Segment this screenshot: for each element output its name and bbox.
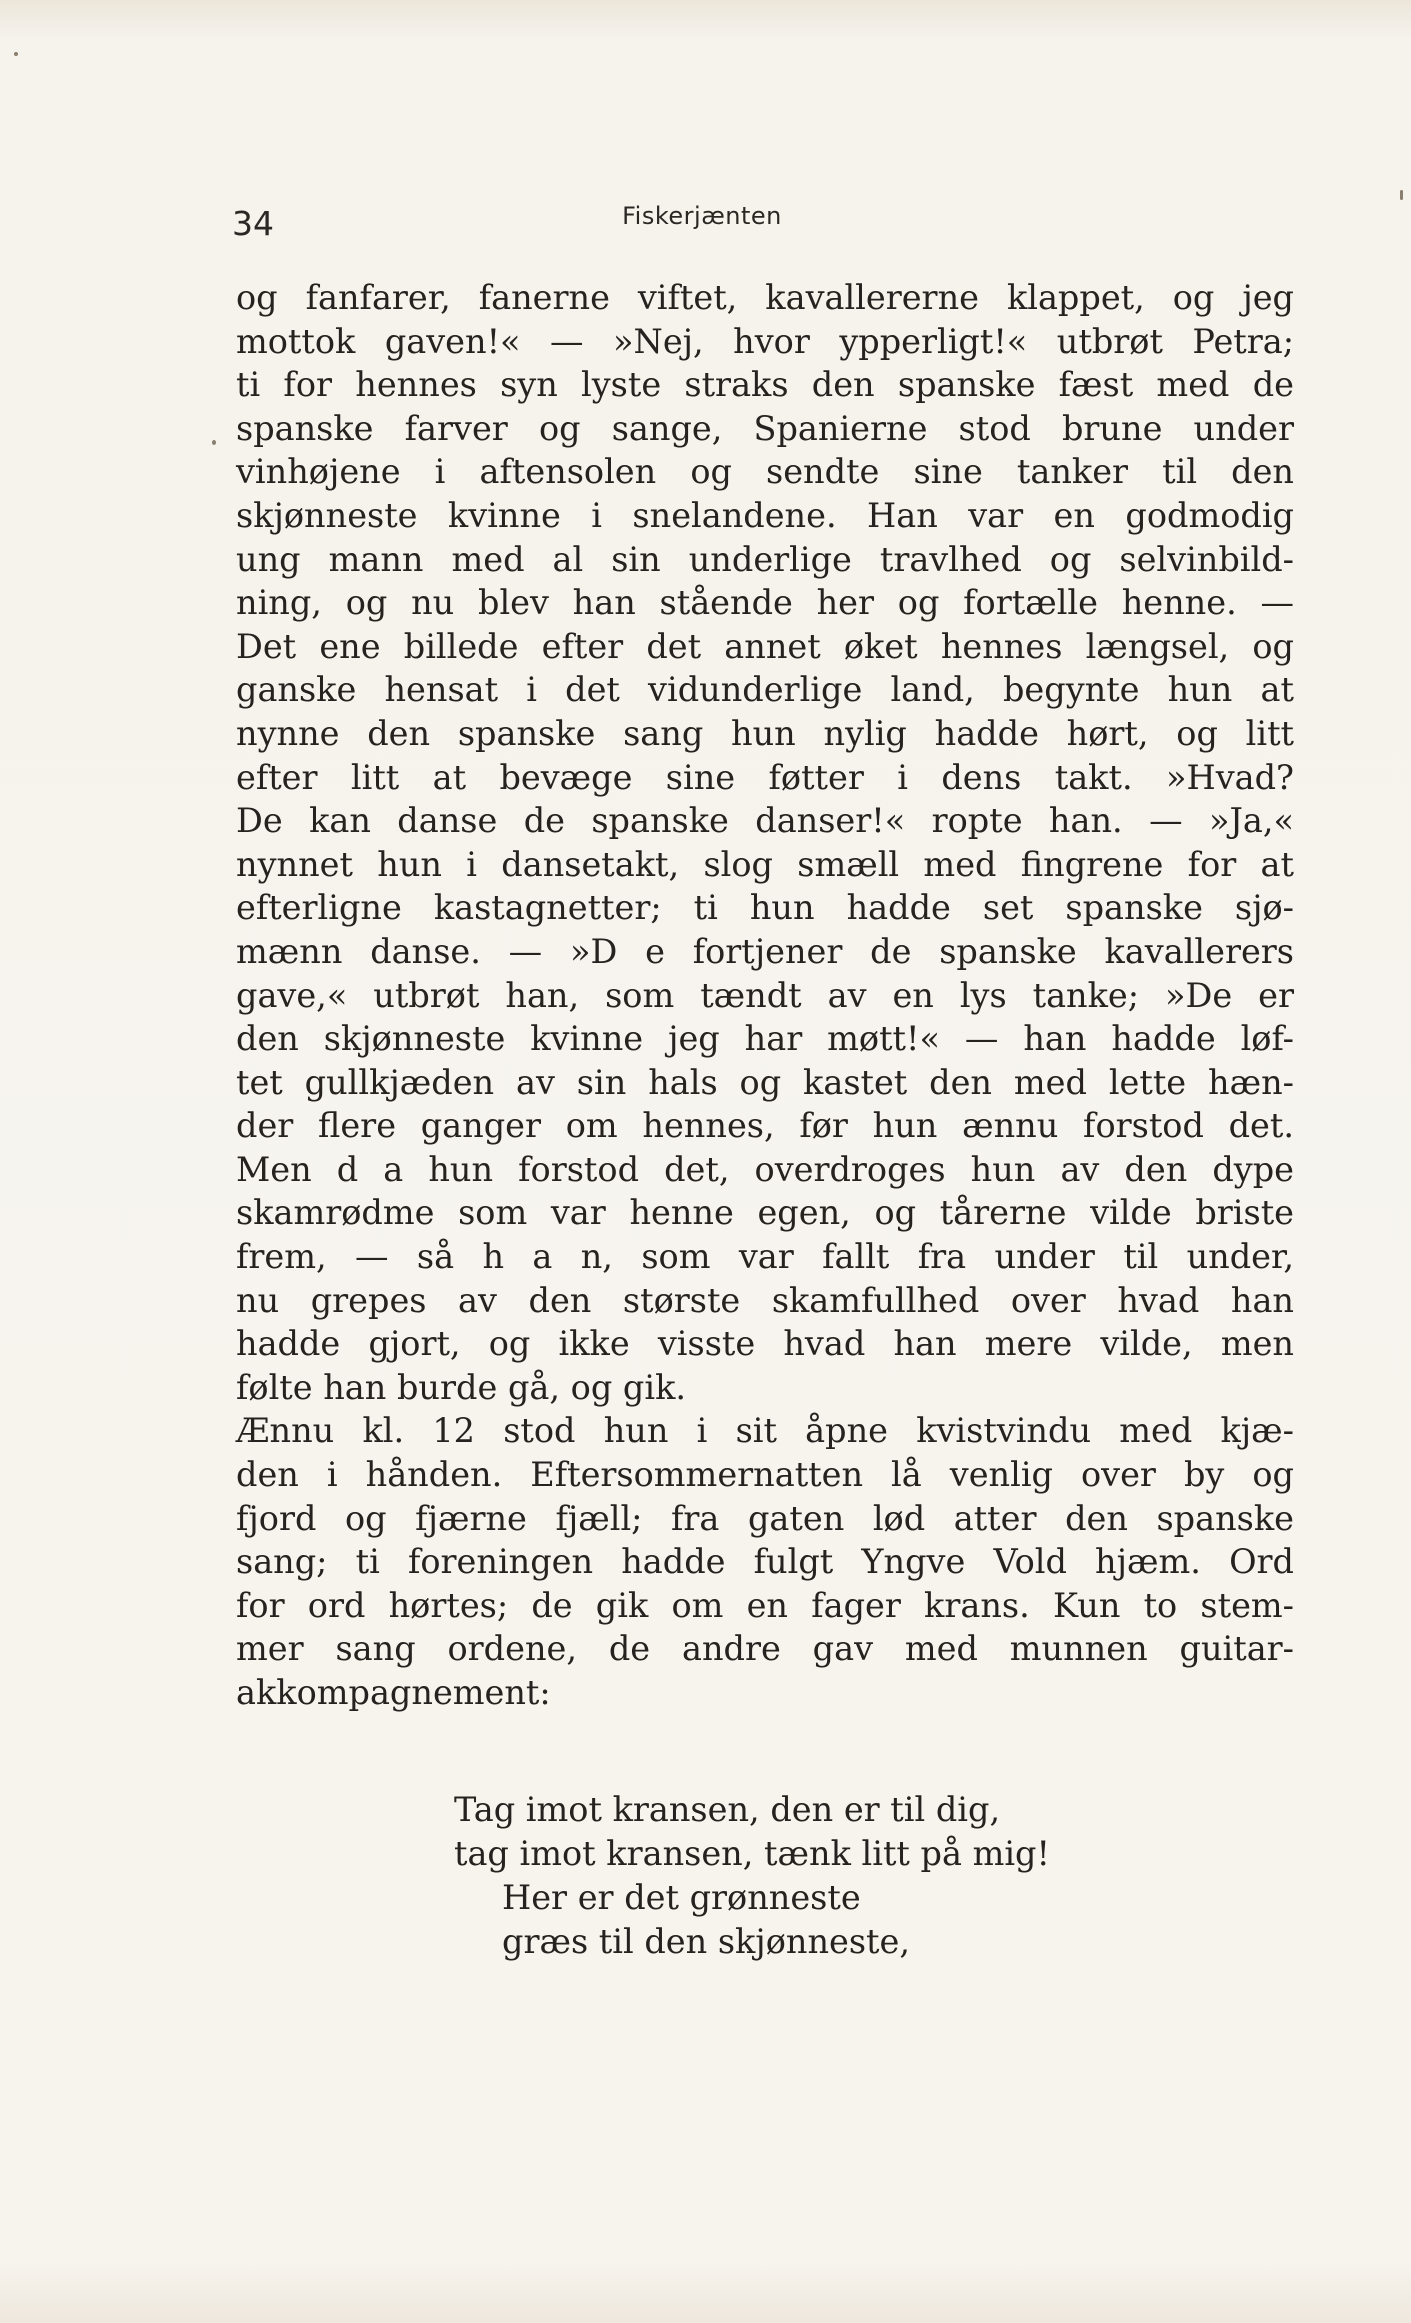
text-line: Ænnu kl. 12 stod hun i sit åpne kvistvindu med kjæ- xyxy=(236,1411,1294,1451)
text-line: Det ene billede efter det annet øket hennes længsel, og xyxy=(236,626,1294,666)
text-line: nynnet hun i dansetakt, slog smæll med fingrene for at xyxy=(236,844,1294,884)
text-line: sang; ti foreningen hadde fulgt Yngve Vold hjæm. Ord xyxy=(236,1542,1294,1582)
text-line: fjord og fjærne fjæll; fra gaten lød atter den spanske xyxy=(236,1498,1294,1538)
poem-line: Tag imot kransen, den er til dig, xyxy=(454,1790,1001,1829)
body-text xyxy=(236,276,1294,1715)
text-line: der flere ganger om hennes, før hun ænnu forstod det. xyxy=(236,1106,1294,1146)
text-line: frem, — så h a n, som var fallt fra under til under, xyxy=(236,1237,1294,1277)
text-line: nynne den spanske sang hun nylig hadde hørt, og litt xyxy=(236,713,1294,753)
paper-speck xyxy=(1400,190,1403,200)
text-line: følte han burde gå, og gik. xyxy=(236,1367,687,1407)
text-line: den skjønneste kvinne jeg har møtt!« — han hadde løf- xyxy=(236,1019,1294,1059)
text-line: mer sang ordene, de andre gav med munnen guitar- xyxy=(236,1629,1294,1669)
text-line: ganske hensat i det vidunderlige land, begynte hun at xyxy=(236,670,1294,710)
text-line: ung mann med al sin underlige travlhed og selvinbild- xyxy=(236,539,1294,579)
text-line: den i hånden. Eftersommernatten lå venlig over by og xyxy=(236,1455,1294,1495)
text-line: ning, og nu blev han stående her og fortælle henne. — xyxy=(236,583,1294,623)
running-title: Fiskerjænten xyxy=(622,202,782,230)
text-line: tet gullkjæden av sin hals og kastet den med lette hæn- xyxy=(236,1062,1294,1102)
text-line: spanske farver og sange, Spanierne stod brune under xyxy=(236,408,1294,448)
text-line: hadde gjort, og ikke visste hvad han mere vilde, men xyxy=(236,1324,1294,1364)
text-line: De kan danse de spanske danser!« ropte han. — »Ja,« xyxy=(236,801,1294,841)
text-line: Men d a hun forstod det, overdroges hun av den dype xyxy=(236,1149,1294,1189)
poem-stanza xyxy=(454,1788,1050,1964)
text-line: gave,« utbrøt han, som tændt av en lys tanke; »De er xyxy=(236,975,1294,1015)
poem-line: Her er det grønneste xyxy=(502,1878,861,1917)
text-line: akkompagnement: xyxy=(236,1673,551,1712)
poem-line: tag imot kransen, tænk litt på mig! xyxy=(454,1834,1050,1873)
text-line: efterligne kastagnetter; ti hun hadde set spanske sjø- xyxy=(236,888,1294,928)
paper-speck xyxy=(14,52,18,56)
text-line: efter litt at bevæge sine føtter i dens takt. »Hvad? xyxy=(236,757,1294,797)
page-number: 34 xyxy=(232,204,274,243)
text-line: for ord hørtes; de gik om en fager krans. Kun to stem- xyxy=(236,1585,1294,1625)
paper-speck xyxy=(212,440,216,445)
page-header xyxy=(232,196,1172,256)
text-line: nu grepes av den største skamfullhed over hvad han xyxy=(236,1280,1294,1320)
text-line: mænn danse. — »D e fortjener de spanske kavallerers xyxy=(236,931,1294,971)
text-line: og fanfarer, fanerne viftet, kavallererne klappet, og jeg xyxy=(236,278,1294,317)
poem-line: græs til den skjønneste, xyxy=(502,1922,910,1961)
text-line: vinhøjene i aftensolen og sendte sine tanker til den xyxy=(236,452,1294,492)
text-line: skjønneste kvinne i snelandene. Han var en godmodig xyxy=(236,495,1294,535)
text-line: skamrødme som var henne egen, og tårerne vilde briste xyxy=(236,1193,1294,1233)
text-line: ti for hennes syn lyste straks den spanske fæst med de xyxy=(236,365,1294,405)
text-line: mottok gaven!« — »Nej, hvor ypperligt!« utbrøt Petra; xyxy=(236,321,1294,361)
